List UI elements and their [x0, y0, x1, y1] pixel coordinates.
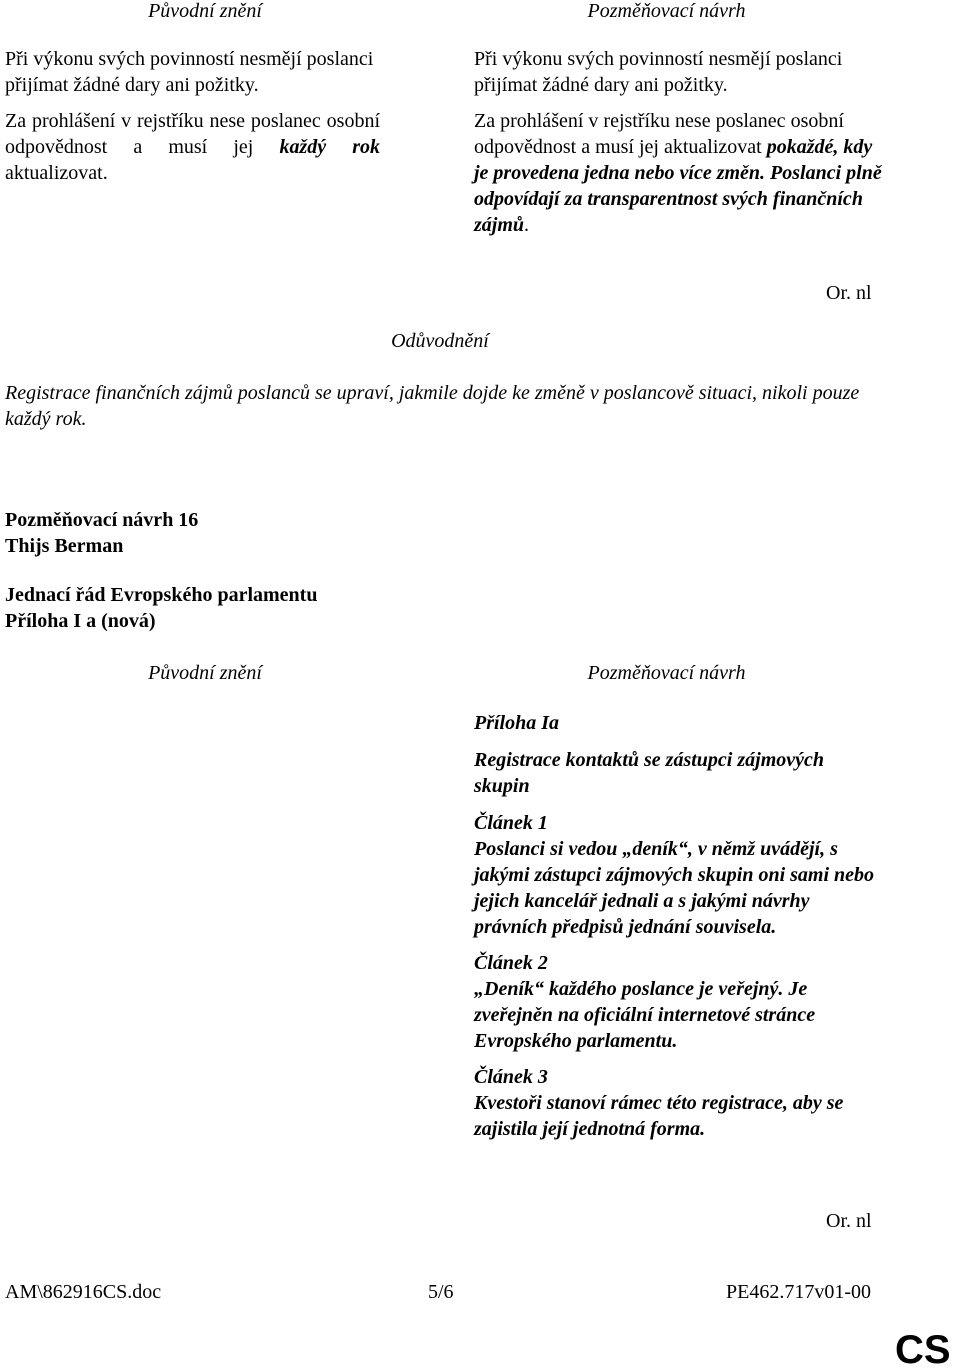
language-code: CS	[895, 1328, 951, 1372]
original-para-gifts: Při výkonu svých povinností nesmějí poslanci přijímat žádné dary ani požitky.	[5, 48, 374, 96]
original-text-header: Původní znění	[148, 0, 262, 22]
article-2-text: „Deník“ každého poslance je veřejný. Je zveřejněn na oficiální internetové stránce Evropského parlamentu.	[474, 978, 816, 1052]
article-1-text: Poslanci si vedou „deník“, v němž uvádějí, s jakými zástupci zájmových skupin oni sami nebo jejich kancelář jednali a s jakými návrhy právních předpisů jednání souvisela.	[474, 838, 875, 938]
amendment-para-register: Za prohlášení v rejstříku nese poslanec osobní odpovědnost a musí jej aktualizovat pokaždé, kdy je provedena jedna nebo více změn. Poslanci plně odpovídají za transparentnost svých finančních zájmů.	[474, 110, 882, 236]
amendment-title: Pozměňovací návrh 16	[5, 509, 199, 531]
original-text-header-2: Původní znění	[148, 662, 262, 684]
amendment-text-column	[474, 46, 884, 238]
annex-reference: Příloha I a (nová)	[5, 610, 156, 632]
amendment-header: Pozměňovací návrh	[587, 0, 746, 22]
amendment-para-gifts: Při výkonu svých povinností nesmějí poslanci přijímat žádné dary ani požitky.	[474, 48, 843, 96]
original-para-register: Za prohlášení v rejstříku nese poslanec osobní odpovědnost a musí jej každý rok aktualizovat.	[5, 110, 380, 184]
new-annex-column	[474, 710, 884, 1142]
original-language-label-2: Or. nl	[826, 1210, 872, 1232]
article-1-label: Článek 1	[474, 812, 548, 834]
article-2-label: Článek 2	[474, 952, 548, 974]
annex-title: Příloha Ia	[474, 712, 560, 734]
footer-pe-ref: PE462.717v01-00	[726, 1281, 871, 1303]
justification-heading: Odůvodnění	[391, 330, 489, 352]
original-text-column	[5, 46, 380, 186]
footer-page-number: 5/6	[428, 1281, 454, 1303]
amendment-header-2: Pozměňovací návrh	[587, 662, 746, 684]
article-3-text: Kvestoři stanoví rámec této registrace, aby se zajistila její jednotná forma.	[474, 1092, 844, 1140]
footer-doc-ref: AM\862916CS.doc	[5, 1281, 162, 1303]
justification-text: Registrace finančních zájmů poslanců se upraví, jakmile dojde ke změně v poslancově situaci, nikoli pouze každý rok.	[5, 382, 860, 430]
article-3-label: Článek 3	[474, 1066, 548, 1088]
register-title: Registrace kontaktů se zástupci zájmových skupin	[474, 749, 824, 797]
original-language-label: Or. nl	[826, 282, 872, 304]
document-name: Jednací řád Evropského parlamentu	[5, 584, 318, 606]
amendment-author: Thijs Berman	[5, 535, 124, 557]
